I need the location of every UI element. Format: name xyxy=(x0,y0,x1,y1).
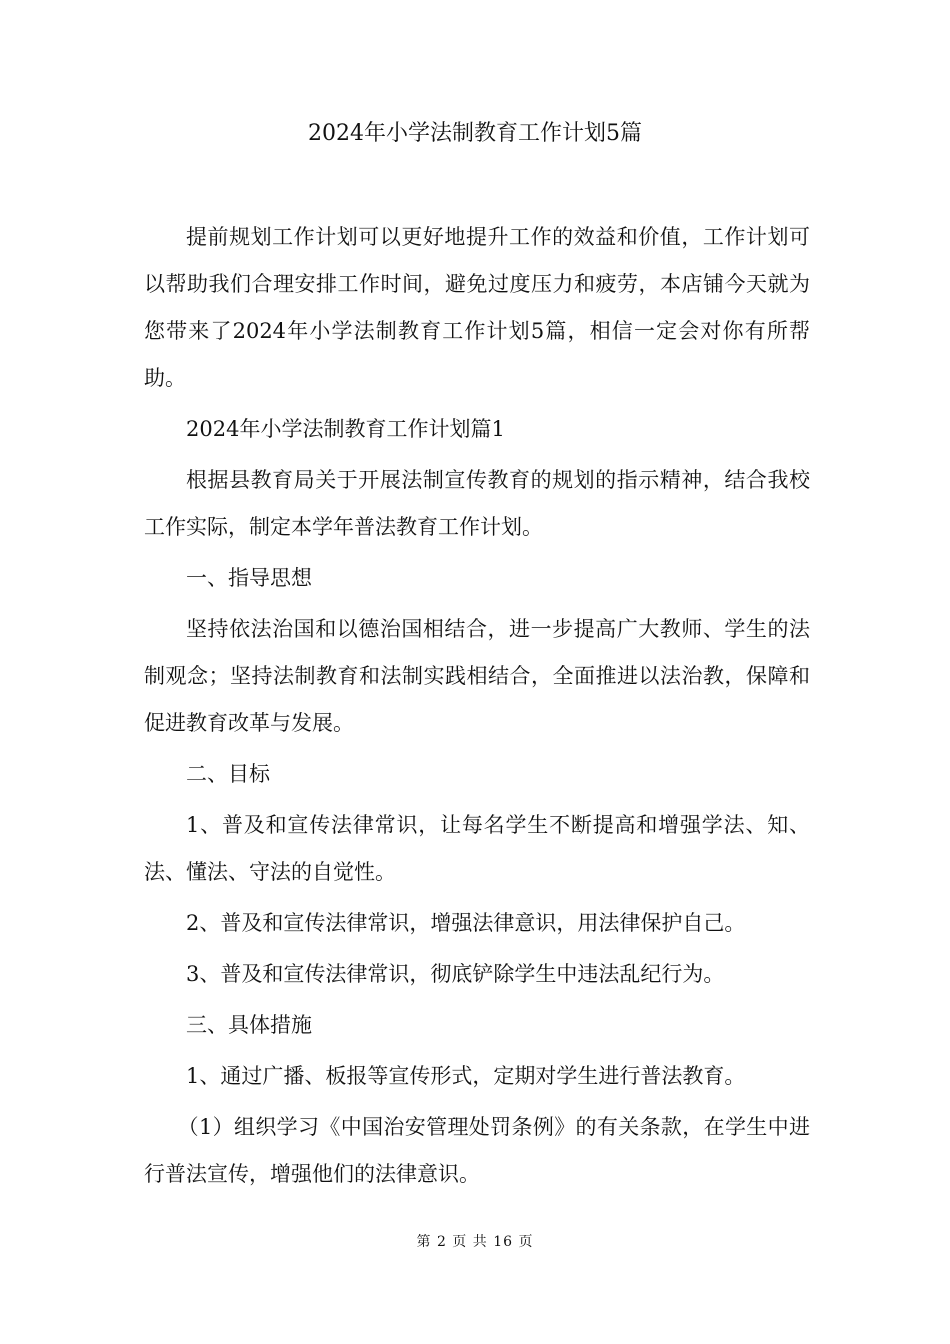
body-paragraph: 坚持依法治国和以德治国相结合，进一步提高广大教师、学生的法制观念；坚持法制教育和法制实践相结合，全面推进以法治教，保障和促进教育改革与发展。 xyxy=(144,617,810,735)
intro-paragraph: 提前规划工作计划可以更好地提升工作的效益和价值，工作计划可以帮助我们合理安排工作时间，避免过度压力和疲劳，本店铺今天就为您带来了2024年小学法制教育工作计划5篇，相信一定会对你有所帮助。 xyxy=(144,225,810,390)
section-heading: 二、目标 xyxy=(186,762,270,786)
section-heading: 2024年小学法制教育工作计划篇1 xyxy=(186,417,505,441)
list-item: 3、普及和宣传法律常识，彻底铲除学生中违法乱纪行为。 xyxy=(186,962,725,986)
document-title: 2024年小学法制教育工作计划5篇 xyxy=(308,121,642,146)
page-number-footer: 第 2 页 共 16 页 xyxy=(416,1234,534,1250)
list-item: 1、通过广播、板报等宣传形式，定期对学生进行普法教育。 xyxy=(186,1064,746,1088)
section-heading: 一、指导思想 xyxy=(186,566,312,590)
body-paragraph: 根据县教育局关于开展法制宣传教育的规划的指示精神，结合我校工作实际，制定本学年普法教育工作计划。 xyxy=(144,468,810,539)
list-item: 1、普及和宣传法律常识，让每名学生不断提高和增强学法、知、法、懂法、守法的自觉性。 xyxy=(144,813,810,884)
document-body xyxy=(144,214,810,1202)
section-heading: 三、具体措施 xyxy=(186,1013,312,1037)
list-item: （1）组织学习《中国治安管理处罚条例》的有关条款，在学生中进行普法宣传，增强他们的法律意识。 xyxy=(144,1115,810,1186)
list-item: 2、普及和宣传法律常识，增强法律意识，用法律保护自己。 xyxy=(186,911,746,935)
